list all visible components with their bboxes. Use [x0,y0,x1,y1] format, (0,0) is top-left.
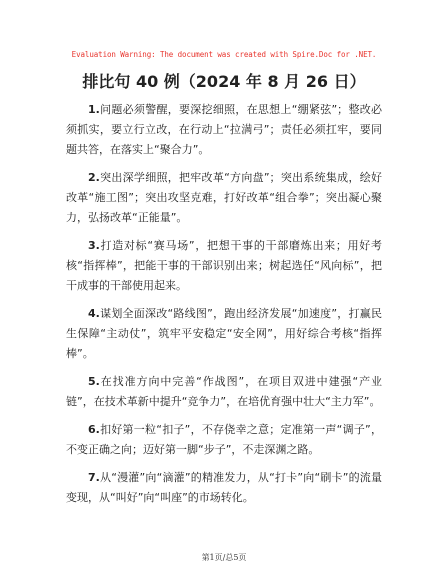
paragraph-item [66,304,382,364]
paragraph-item [66,420,382,460]
paragraph-item [66,468,382,508]
item-number: 6. [88,423,100,436]
item-text: 在找准方向中完善“作战图”，在项目双进中建强“产业链”，在技术革新中提升“竞争力”，在培优育强中壮大“主力军”。 [66,375,382,408]
item-number: 1. [88,103,100,116]
paragraph-item [66,372,382,412]
item-text: 从“漫灌”向“滴灌”的精准发力，从“打卡”向“刷卡”的流量变现，从“叫好”向“叫座”的市场转化。 [66,471,382,504]
item-number: 5. [88,375,100,388]
item-number: 3. [88,239,100,252]
paragraph-item [66,168,382,228]
item-text: 打造对标“赛马场”，把想干事的干部磨炼出来；用好考核“指挥棒”，把能干事的干部识别出来；树起选任“风向标”，把干成事的干部使用起来。 [66,239,382,292]
item-text: 突出深学细照，把牢改革“方向盘”；突出系统集成，绘好改革“施工图”；突出攻坚克难，打好改革“组合拳”；突出凝心聚力，弘扬改革“正能量”。 [66,171,382,224]
evaluation-warning: Evaluation Warning: The document was created with Spire.Doc for .NET. [71,50,377,59]
item-text: 问题必须警醒，要深挖细照，在思想上“绷紧弦”；整改必须抓实，要立行立改，在行动上“拉满弓”；责任必须扛牢，要同题共答，在落实上“聚合力”。 [66,103,382,156]
item-number: 2. [88,171,100,184]
item-text: 谋划全面深改“路线图”，跑出经济发展“加速度”，打赢民生保障“主动仗”，筑牢平安稳定“安全网”，用好综合考核“指挥棒”。 [66,307,382,360]
document-title: 排比句 40 例（2024 年 8 月 26 日） [82,72,366,91]
document-body [66,100,382,516]
item-text: 扣好第一粒“扣子”，不存侥幸之意；定准第一声“调子”，不变正确之向；迈好第一脚“步子”，不走深渊之路。 [66,423,382,456]
item-number: 7. [88,471,100,484]
item-number: 4. [88,307,100,320]
paragraph-item [66,100,382,160]
paragraph-item [66,236,382,296]
page-footer: 第1页/总5页 [201,553,247,562]
